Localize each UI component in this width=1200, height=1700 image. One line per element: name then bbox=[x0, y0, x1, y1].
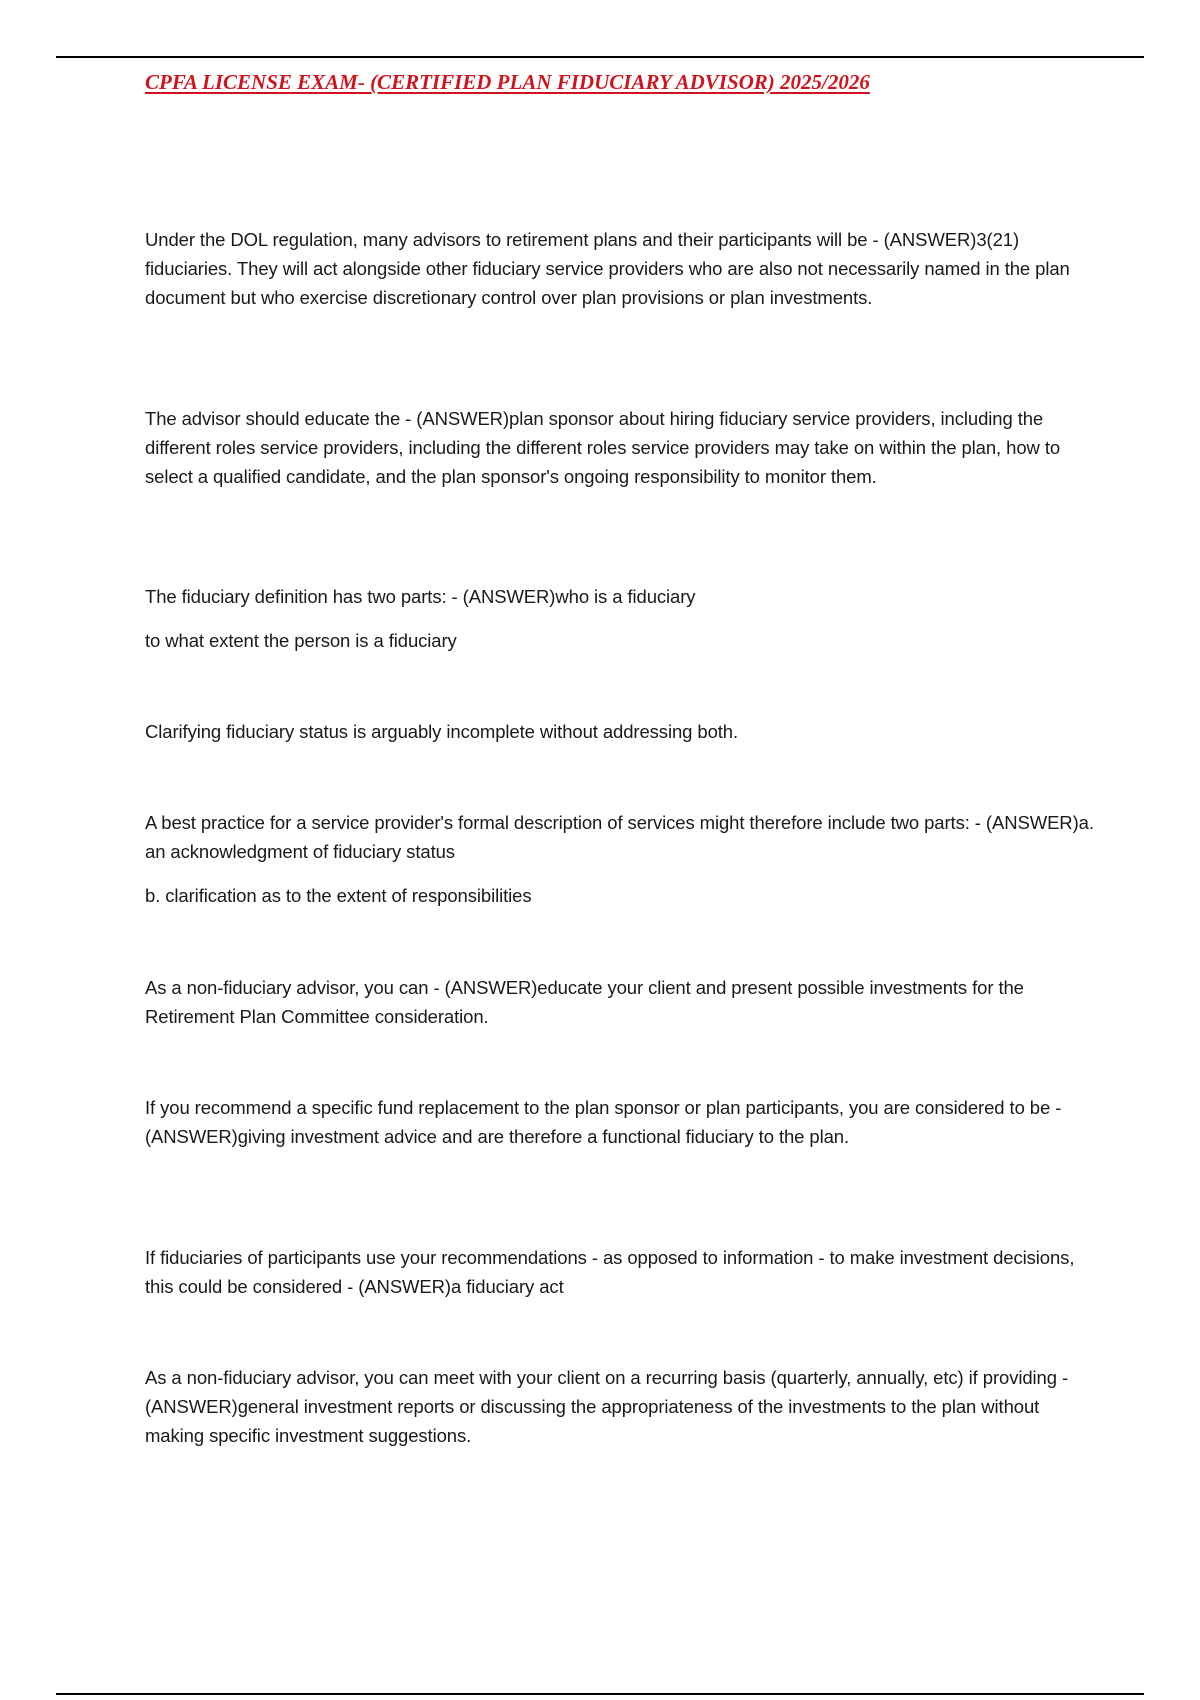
qa-item-3-text: The fiduciary definition has two parts: - (ANSWER)who is a fiduciary bbox=[145, 586, 696, 607]
qa-item-7-text: If you recommend a specific fund replacement to the plan sponsor or plan participants, you are considered to be - (ANSWER)giving investment advice and are therefore a functional fiduciary to the plan. bbox=[145, 1097, 1062, 1147]
qa-item-1-text: Under the DOL regulation, many advisors to retirement plans and their participants will be - (ANSWER)3(21) fiduciaries. They will act alongside other fiduciary service providers who are also not necessarily named in the plan document but who exercise discretionary control over plan provisions or plan investments. bbox=[145, 229, 1070, 308]
qa-item-8-text: If fiduciaries of participants use your recommendations - as opposed to information - to make investment decisions, this could be considered - (ANSWER)a fiduciary act bbox=[145, 1247, 1075, 1297]
qa-item-7 bbox=[145, 1093, 1095, 1151]
qa-item-1 bbox=[145, 225, 1095, 312]
header-rule bbox=[56, 56, 1144, 58]
qa-item-2-text: The advisor should educate the - (ANSWER)plan sponsor about hiring fiduciary service providers, including the different roles service providers, including the different roles service providers may take on within the plan, how to select a qualified candidate, and the plan sponsor's ongoing responsibility to monitor them. bbox=[145, 408, 1061, 487]
qa-item-9 bbox=[145, 1363, 1095, 1450]
qa-item-3-continuation: to what extent the person is a fiduciary bbox=[145, 630, 457, 651]
qa-item-5 bbox=[145, 808, 1095, 910]
qa-item-8 bbox=[145, 1243, 1095, 1301]
qa-item-5-continuation: b. clarification as to the extent of responsibilities bbox=[145, 885, 532, 906]
page-title: CPFA LICENSE EXAM- (CERTIFIED PLAN FIDUCIARY ADVISOR) 2025/2026 bbox=[145, 70, 870, 94]
qa-item-6 bbox=[145, 973, 1095, 1031]
qa-item-4-text: Clarifying fiduciary status is arguably incomplete without addressing both. bbox=[145, 721, 739, 742]
qa-item-4 bbox=[145, 717, 1095, 746]
qa-item-6-text: As a non-fiduciary advisor, you can - (ANSWER)educate your client and present possible investments for the Retirement Plan Committee consideration. bbox=[145, 977, 1024, 1027]
qa-item-9-text: As a non-fiduciary advisor, you can meet with your client on a recurring basis (quarterly, annually, etc) if providing - (ANSWER)general investment reports or discussing the appropriateness of the investments to the plan without making specific investment suggestions. bbox=[145, 1367, 1069, 1446]
footer-rule bbox=[56, 1693, 1144, 1695]
qa-item-2 bbox=[145, 404, 1095, 491]
qa-item-3 bbox=[145, 582, 1095, 655]
qa-item-5-text: A best practice for a service provider's formal description of services might therefore include two parts: - (ANSWER)a. an acknowledgment of fiduciary status bbox=[145, 812, 1094, 862]
